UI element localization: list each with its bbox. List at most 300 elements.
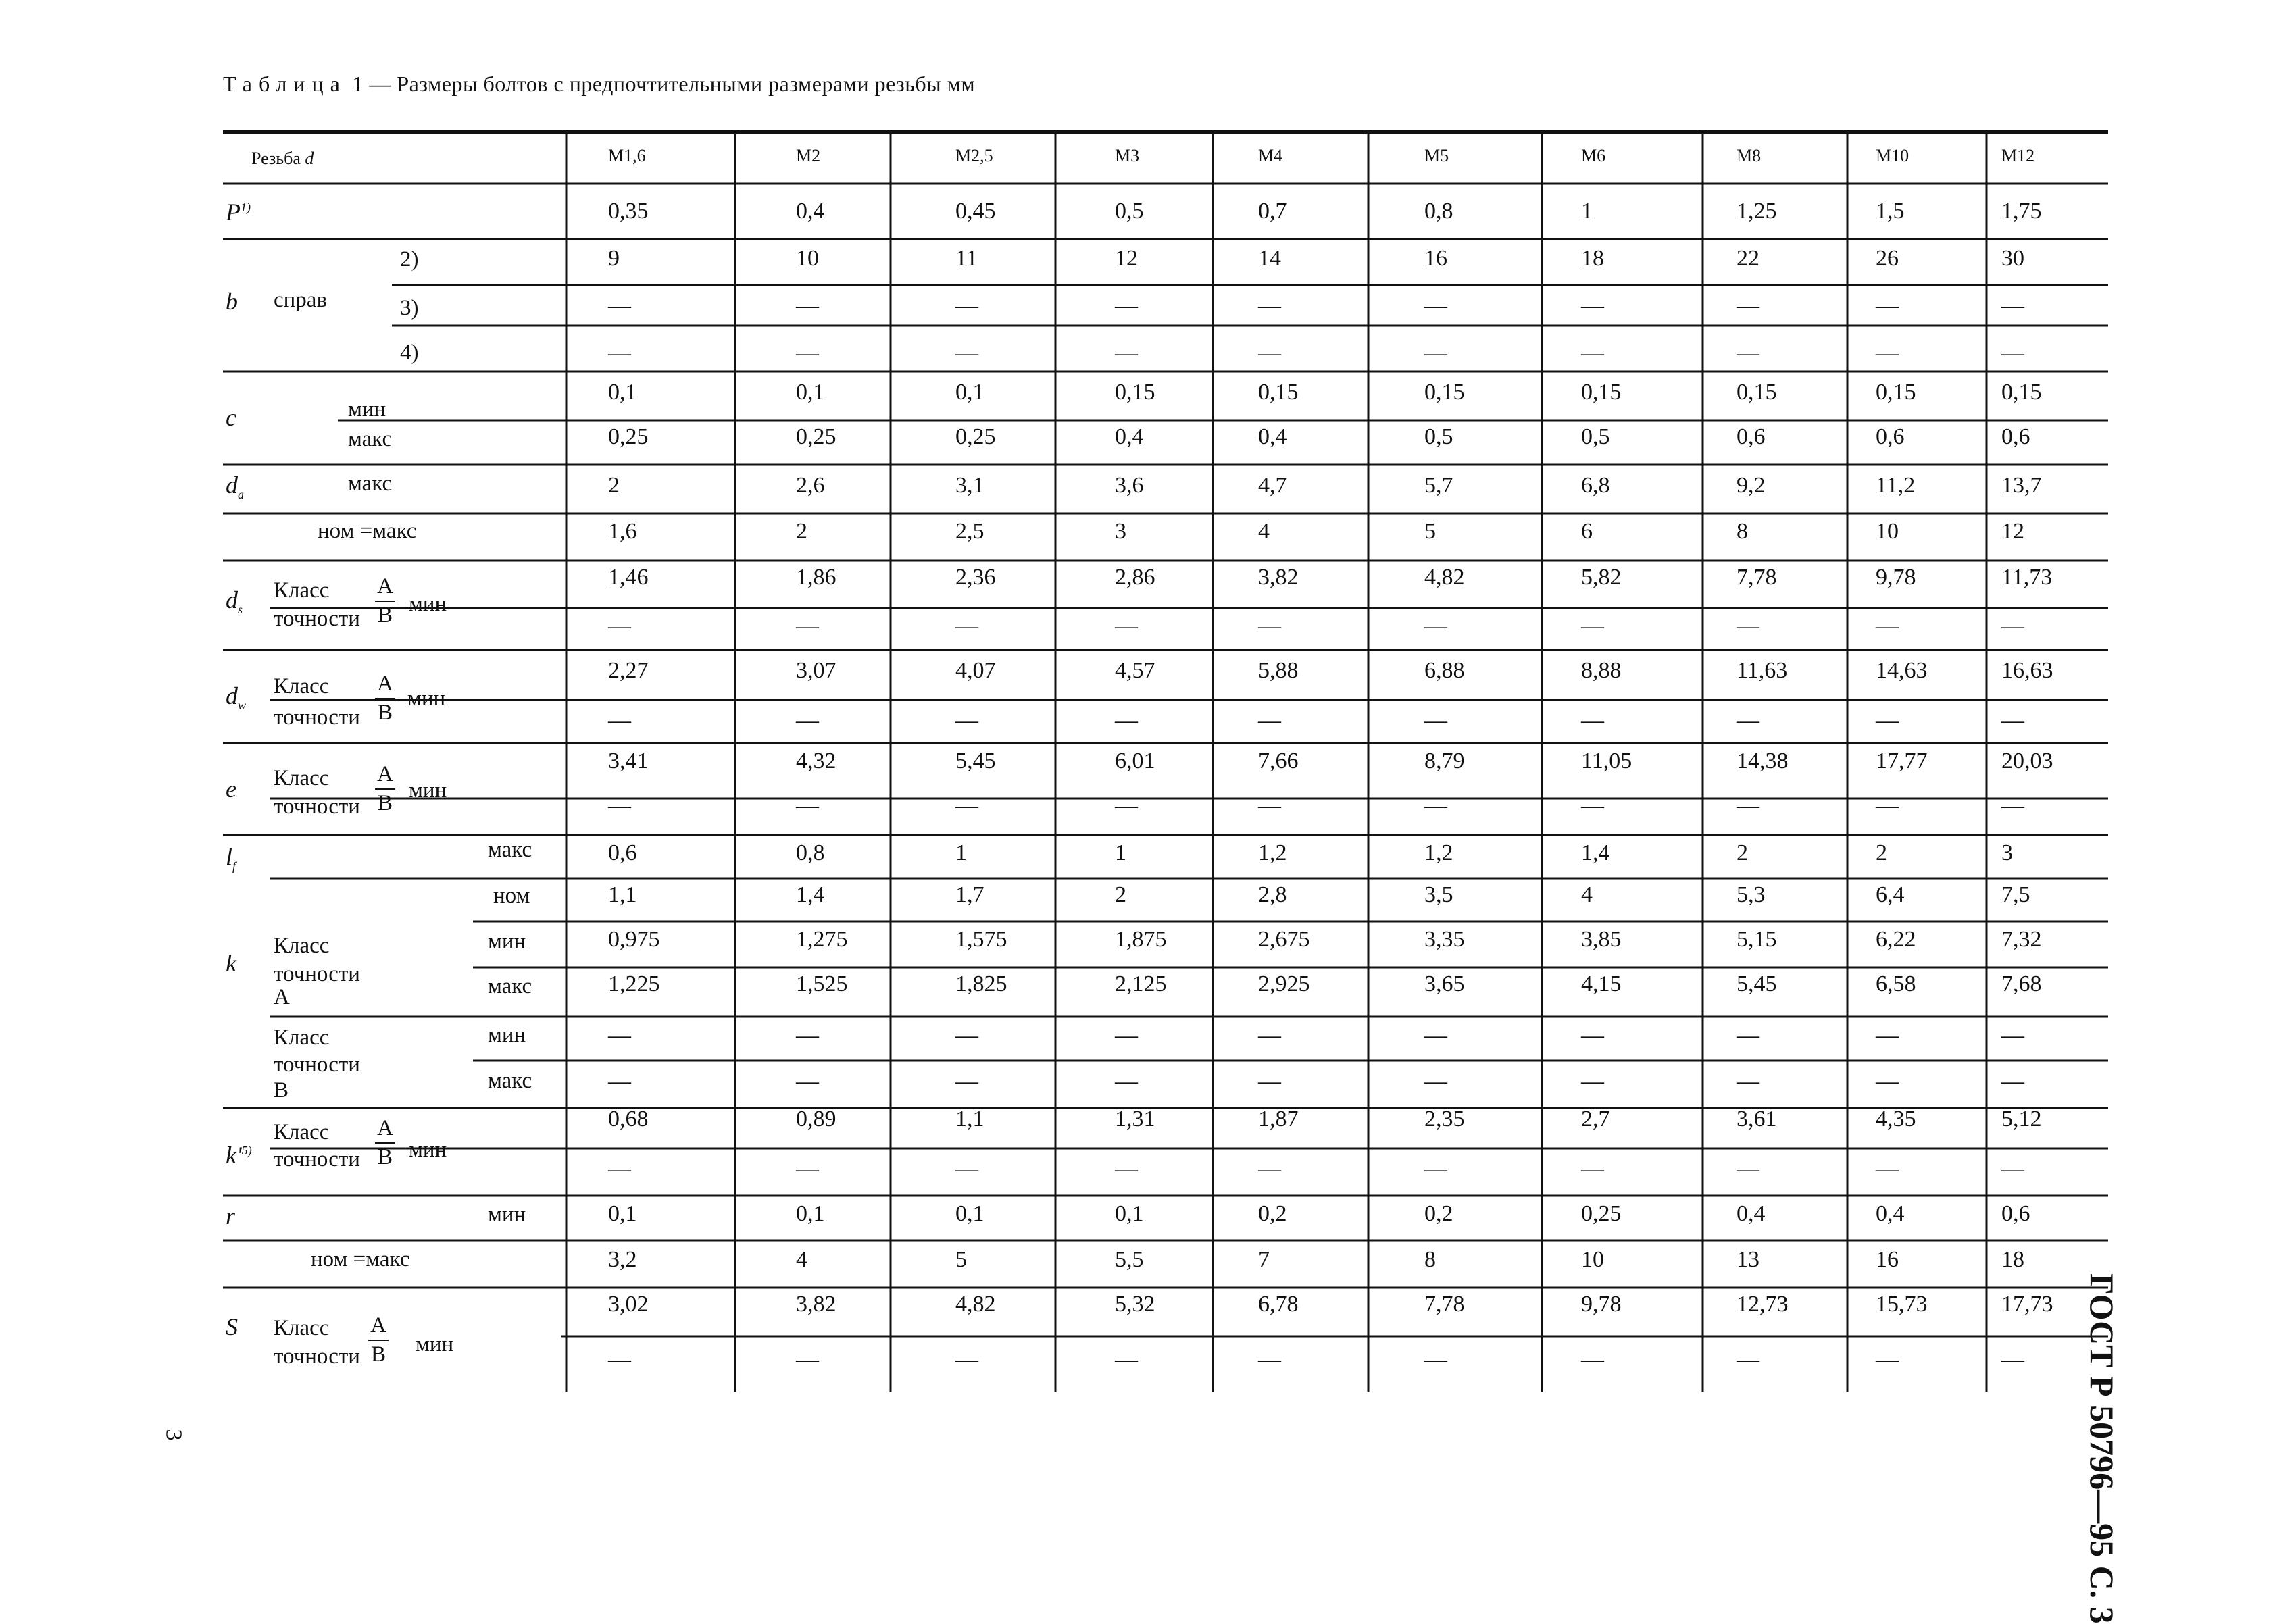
table-cell: 1,75: [2001, 199, 2042, 224]
table-cell: 0,6: [1876, 424, 1905, 449]
table-cell: 1,6: [608, 519, 637, 544]
header-label-text: Резьба: [251, 149, 301, 168]
table-cell: 5,82: [1581, 565, 1622, 590]
table-cell-dash: —: [1424, 340, 1447, 365]
table-cell-dash: —: [1876, 708, 1899, 733]
table-cell-dash: —: [796, 1069, 819, 1094]
table-cell: 0,89: [796, 1107, 836, 1132]
table-cell: 0,25: [608, 424, 649, 449]
table-cell-dash: —: [796, 293, 819, 318]
label-c-min: мин: [348, 397, 386, 422]
kp-footnote: 5): [241, 1144, 252, 1157]
table-cell: 0,4: [796, 199, 825, 224]
table-cell: 1,5: [1876, 199, 1905, 224]
table-cell-dash: —: [1876, 1157, 1899, 1182]
table-cell-dash: —: [1115, 793, 1138, 818]
label-r: r: [226, 1202, 236, 1229]
table-cell: 3,61: [1737, 1107, 1777, 1132]
table-cell: 9,78: [1581, 1292, 1622, 1317]
table-cell-dash: —: [1737, 1347, 1759, 1372]
caption-number: 1: [352, 72, 364, 96]
kp-min: мин: [409, 1138, 447, 1162]
label-b: b: [226, 288, 238, 315]
table-cell-dash: —: [955, 1023, 978, 1048]
ds-class-fraction: [375, 576, 395, 627]
header-symbol: d: [305, 149, 314, 168]
table-cell: 1,2: [1258, 840, 1287, 865]
table-cell-dash: —: [1115, 708, 1138, 733]
table-cell: 0,6: [2001, 424, 2030, 449]
table-cell: 0,15: [2001, 380, 2042, 405]
table-cell: 10: [1581, 1247, 1604, 1272]
table-cell-dash: —: [608, 708, 631, 733]
kA-class: А: [274, 985, 290, 1009]
kp-class-a: А: [377, 1116, 393, 1140]
caption-unit: мм: [947, 72, 976, 96]
ds-klass: Класс: [274, 578, 330, 603]
table-cell-dash: —: [608, 340, 631, 365]
table-cell-dash: —: [2001, 1069, 2024, 1094]
table-cell: 0,15: [1876, 380, 1916, 405]
table-cell: 1,1: [608, 882, 637, 907]
table-cell: 0,975: [608, 927, 660, 952]
label-e: e: [226, 776, 236, 803]
header-size: М2: [796, 146, 821, 166]
label-da-max: макс: [348, 472, 393, 496]
kB-tochnosti: точности: [274, 1052, 360, 1077]
table-cell-dash: —: [955, 1157, 978, 1182]
table-cell-dash: —: [1258, 1347, 1281, 1372]
table-cell: 0,15: [1581, 380, 1622, 405]
table-cell: 4,35: [1876, 1107, 1916, 1132]
lf-symbol: l: [226, 843, 233, 870]
table-cell: 0,5: [1424, 424, 1453, 449]
table-cell: 10: [796, 246, 819, 271]
table-cell-dash: —: [608, 293, 631, 318]
s-class-b: В: [370, 1342, 386, 1367]
table-cell: 3,41: [608, 748, 649, 773]
header-size: М8: [1737, 146, 1762, 166]
table-cell: 3,85: [1581, 927, 1622, 952]
table-cell: 7: [1258, 1247, 1270, 1272]
table-cell: 7,78: [1737, 565, 1777, 590]
table-cell-dash: —: [1737, 1157, 1759, 1182]
table-cell: 22: [1737, 246, 1759, 271]
table-cell-dash: —: [1258, 793, 1281, 818]
table-cell: 1,7: [955, 882, 984, 907]
table-cell: 11,2: [1876, 473, 1916, 498]
e-min: мин: [409, 778, 447, 803]
table-cell-dash: —: [2001, 793, 2024, 818]
table-cell-dash: —: [1115, 340, 1138, 365]
table-cell-dash: —: [1737, 340, 1759, 365]
e-tochnosti: точности: [274, 794, 360, 819]
table-cell: 0,35: [608, 199, 649, 224]
ds-symbol: d: [226, 586, 238, 613]
header-size: М5: [1424, 146, 1449, 166]
table-cell-dash: —: [2001, 708, 2024, 733]
table-cell: 14: [1258, 246, 1281, 271]
table-cell: 18: [1581, 246, 1604, 271]
dw-class-fraction: [375, 673, 395, 724]
table-cell: 0,8: [1424, 199, 1453, 224]
header-size: М1,6: [608, 146, 646, 166]
table-cell: 8,88: [1581, 658, 1622, 683]
table-cell-dash: —: [955, 708, 978, 733]
kA-max: макс: [488, 974, 532, 998]
s-class-a: А: [370, 1313, 386, 1338]
table-cell: 3,35: [1424, 927, 1465, 952]
kp-class-fraction: [375, 1117, 395, 1169]
label-lf: [226, 844, 236, 872]
table-cell: 11,05: [1581, 748, 1632, 773]
table-cell: 2: [796, 519, 807, 544]
table-cell: 2,5: [955, 519, 984, 544]
table-cell: 1,875: [1115, 927, 1167, 952]
table-cell-dash: —: [1115, 1069, 1138, 1094]
table-cell: 1,4: [1581, 840, 1610, 865]
kp-symbol: k': [226, 1142, 242, 1169]
ds-tochnosti: точности: [274, 607, 360, 631]
table-cell: 2,27: [608, 658, 649, 683]
table-cell: 0,45: [955, 199, 996, 224]
table-cell: 8: [1737, 519, 1748, 544]
fraction-bar: [375, 698, 395, 699]
table-cell-dash: —: [608, 1347, 631, 1372]
table-cell: 2,675: [1258, 927, 1310, 952]
table-cell: 4,7: [1258, 473, 1287, 498]
table-cell-dash: —: [1258, 1069, 1281, 1094]
table-cell-dash: —: [1876, 1023, 1899, 1048]
r-min: мин: [488, 1202, 526, 1227]
table-cell: 14,38: [1737, 748, 1789, 773]
header-size: М4: [1258, 146, 1283, 166]
table-cell-dash: —: [796, 793, 819, 818]
table-cell-dash: —: [608, 793, 631, 818]
table-cell-dash: —: [1876, 1347, 1899, 1372]
table-cell: 1,31: [1115, 1107, 1155, 1132]
table-cell: 4,32: [796, 748, 836, 773]
table-cell-dash: —: [796, 1157, 819, 1182]
table-cell: 0,6: [2001, 1201, 2030, 1226]
e-class-a: А: [377, 762, 393, 786]
kA-klass: Класс: [274, 934, 330, 958]
kp-klass: Класс: [274, 1120, 330, 1144]
table-cell: 1,225: [608, 971, 660, 996]
table-cell: 2,925: [1258, 971, 1310, 996]
kA-tochnosti: точности: [274, 962, 360, 986]
table-cell: 0,25: [955, 424, 996, 449]
fraction-bar: [368, 1340, 389, 1341]
ds-subscript: s: [238, 603, 243, 617]
table-cell-dash: —: [2001, 293, 2024, 318]
label-ds-nom-max: ном =макс: [318, 519, 417, 543]
table-cell-dash: —: [1258, 293, 1281, 318]
table-cell: 0,1: [955, 380, 984, 405]
s-klass: Класс: [274, 1316, 330, 1340]
k-nom: ном: [493, 884, 530, 908]
dw-min: мин: [407, 686, 446, 711]
table-cell-dash: —: [608, 613, 631, 638]
table-cell: 5,7: [1424, 473, 1453, 498]
table-cell: 17,77: [1876, 748, 1928, 773]
label-b4: 4): [400, 340, 419, 365]
table-cell-dash: —: [1581, 1069, 1604, 1094]
table-cell: 7,32: [2001, 927, 2042, 952]
table-cell: 0,4: [1258, 424, 1287, 449]
kp-tochnosti: точности: [274, 1147, 360, 1171]
e-class-b: В: [377, 791, 393, 815]
table-cell-dash: —: [1424, 1347, 1447, 1372]
kB-min: мин: [488, 1023, 526, 1047]
caption-prefix: Таблица: [223, 72, 347, 96]
table-cell: 18: [2001, 1247, 2024, 1272]
table-cell-dash: —: [1581, 1023, 1604, 1048]
table-cell: 2: [608, 473, 620, 498]
table-cell-dash: —: [1581, 1157, 1604, 1182]
table-cell-dash: —: [1737, 613, 1759, 638]
table-cell: 1,1: [955, 1107, 984, 1132]
table-cell-dash: —: [796, 1347, 819, 1372]
table-cell-dash: —: [1876, 340, 1899, 365]
table-cell-dash: —: [1115, 1157, 1138, 1182]
table-cell: 0,2: [1424, 1201, 1453, 1226]
table-cell: 8,79: [1424, 748, 1465, 773]
label-b2: 2): [400, 247, 419, 272]
table-cell: 3: [1115, 519, 1126, 544]
table-cell: 16: [1876, 1247, 1899, 1272]
table-cell-dash: —: [1737, 1023, 1759, 1048]
table-cell: 10: [1876, 519, 1899, 544]
s-class-fraction: [368, 1315, 389, 1366]
table-cell: 0,15: [1258, 380, 1299, 405]
table-cell: 4: [1581, 882, 1593, 907]
table-cell-dash: —: [1876, 293, 1899, 318]
ds-class-a: А: [377, 574, 393, 599]
fraction-bar: [375, 788, 395, 790]
dw-class-b: В: [377, 701, 393, 725]
label-ds: [226, 588, 243, 615]
label-b3: 3): [400, 296, 419, 320]
table-cell: 0,1: [796, 1201, 825, 1226]
table-cell-dash: —: [1581, 793, 1604, 818]
table-cell: 5,15: [1737, 927, 1777, 952]
table-cell-dash: —: [796, 613, 819, 638]
da-symbol: d: [226, 472, 238, 499]
table-cell-dash: —: [1424, 1157, 1447, 1182]
fraction-bar: [375, 1142, 395, 1144]
table-cell-dash: —: [1115, 1023, 1138, 1048]
p-symbol: P: [226, 199, 241, 226]
table-cell: 0,1: [608, 380, 637, 405]
table-cell-dash: —: [1424, 708, 1447, 733]
header-size: М2,5: [955, 146, 993, 166]
table-cell: 1,275: [796, 927, 848, 952]
table-cell: 2,7: [1581, 1107, 1610, 1132]
table-cell: 11,63: [1737, 658, 1788, 683]
label-k: k: [226, 950, 236, 977]
table-cell: 2,6: [796, 473, 825, 498]
table-cell: 0,1: [955, 1201, 984, 1226]
table-cell-dash: —: [955, 1069, 978, 1094]
table-cell: 1,86: [796, 565, 836, 590]
table-cell-dash: —: [1876, 793, 1899, 818]
dw-class-a: А: [377, 671, 393, 696]
table-cell: 6,58: [1876, 971, 1916, 996]
table-cell: 9,78: [1876, 565, 1916, 590]
table-cell: 5,5: [1115, 1247, 1144, 1272]
table-cell: 7,66: [1258, 748, 1299, 773]
table-cell: 1,87: [1258, 1107, 1299, 1132]
table-cell: 9: [608, 246, 620, 271]
table-cell-dash: —: [1115, 1347, 1138, 1372]
table-cell-dash: —: [955, 340, 978, 365]
table-cell: 0,1: [1115, 1201, 1144, 1226]
table-cell: 3,07: [796, 658, 836, 683]
table-cell: 3,82: [1258, 565, 1299, 590]
table-cell: 6,78: [1258, 1292, 1299, 1317]
table-cell-dash: —: [955, 613, 978, 638]
table-cell-dash: —: [796, 340, 819, 365]
table-cell-dash: —: [2001, 340, 2024, 365]
table-cell: 1,825: [955, 971, 1007, 996]
table-cell: 6,4: [1876, 882, 1905, 907]
kp-class-b: В: [377, 1145, 393, 1169]
table-cell-dash: —: [608, 1069, 631, 1094]
table-cell: 0,15: [1737, 380, 1777, 405]
table-cell-dash: —: [1876, 613, 1899, 638]
table-cell: 4,82: [1424, 565, 1465, 590]
table-cell: 3,82: [796, 1292, 836, 1317]
table-cell: 6,88: [1424, 658, 1465, 683]
caption-text: — Размеры болтов с предпочтительными размерами резьбы: [369, 72, 942, 96]
table-cell-dash: —: [2001, 1157, 2024, 1182]
table-cell: 7,68: [2001, 971, 2042, 996]
table-cell: 0,4: [1115, 424, 1144, 449]
table-cell-dash: —: [1737, 708, 1759, 733]
table-cell-dash: —: [955, 293, 978, 318]
table-cell-dash: —: [1258, 613, 1281, 638]
table-cell: 0,5: [1581, 424, 1610, 449]
page-number: 3: [161, 1429, 186, 1441]
s-nom-max: ном =макс: [311, 1247, 410, 1271]
table-cell-dash: —: [1581, 293, 1604, 318]
table-cell: 0,15: [1424, 380, 1465, 405]
table-cell-dash: —: [1115, 293, 1138, 318]
table-cell-dash: —: [1737, 793, 1759, 818]
table-cell: 11: [955, 246, 978, 271]
table-cell: 1,46: [608, 565, 649, 590]
table-cell-dash: —: [2001, 1023, 2024, 1048]
p-footnote: 1): [241, 201, 251, 214]
table-cell: 11,73: [2001, 565, 2053, 590]
table-cell: 5,45: [1737, 971, 1777, 996]
header-size: М12: [2001, 146, 2035, 166]
table-cell: 3,65: [1424, 971, 1465, 996]
table-cell: 15,73: [1876, 1292, 1928, 1317]
dw-subscript: w: [238, 699, 247, 713]
table-cell: 13,7: [2001, 473, 2042, 498]
table-cell-dash: —: [1581, 340, 1604, 365]
table-cell: 6,01: [1115, 748, 1155, 773]
table-cell: 17,73: [2001, 1292, 2053, 1317]
label-p: [226, 200, 251, 224]
table-cell: 1,525: [796, 971, 848, 996]
table-cell: 4: [796, 1247, 807, 1272]
fraction-bar: [375, 601, 395, 602]
table-cell-dash: —: [608, 1023, 631, 1048]
table-cell: 0,5: [1115, 199, 1144, 224]
table-cell: 3,02: [608, 1292, 649, 1317]
kB-max: макс: [488, 1069, 532, 1093]
table-cell: 13: [1737, 1247, 1759, 1272]
table-cell: 3,1: [955, 473, 984, 498]
table-cell-dash: —: [1424, 793, 1447, 818]
table-cell: 5,3: [1737, 882, 1766, 907]
table-cell: 12: [2001, 519, 2024, 544]
table-cell: 0,68: [608, 1107, 649, 1132]
table-cell: 20,03: [2001, 748, 2053, 773]
table-cell: 1,4: [796, 882, 825, 907]
table-cell: 30: [2001, 246, 2024, 271]
table-cell: 6,22: [1876, 927, 1916, 952]
dw-symbol: d: [226, 682, 238, 709]
table-cell: 9,2: [1737, 473, 1766, 498]
table-cell-dash: —: [1424, 1023, 1447, 1048]
table-cell: 5: [955, 1247, 967, 1272]
table-cell: 4,57: [1115, 658, 1155, 683]
label-c: c: [226, 404, 236, 431]
table-cell-dash: —: [1737, 1069, 1759, 1094]
table-cell: 3: [2001, 840, 2013, 865]
ds-min: мин: [409, 592, 447, 616]
table-cell-dash: —: [1424, 613, 1447, 638]
table-cell: 0,1: [796, 380, 825, 405]
label-kp: [226, 1143, 252, 1167]
table-cell-dash: —: [1581, 708, 1604, 733]
table-cell-dash: —: [1581, 613, 1604, 638]
table-cell-dash: —: [796, 708, 819, 733]
label-s: S: [226, 1313, 238, 1340]
table-cell-dash: —: [1258, 340, 1281, 365]
table-cell: 2,125: [1115, 971, 1167, 996]
e-class-fraction: [375, 763, 395, 815]
table-cell-dash: —: [1737, 293, 1759, 318]
table-cell: 3,6: [1115, 473, 1144, 498]
table-cell: 16: [1424, 246, 1447, 271]
table-cell: 6: [1581, 519, 1593, 544]
table-cell: 0,2: [1258, 1201, 1287, 1226]
table-cell: 4,15: [1581, 971, 1622, 996]
label-sprav: справ: [274, 288, 328, 312]
table-cell: 16,63: [2001, 658, 2053, 683]
ds-class-b: В: [377, 603, 393, 628]
table-cell: 0,8: [796, 840, 825, 865]
table-cell-dash: —: [1115, 613, 1138, 638]
table-cell: 12,73: [1737, 1292, 1789, 1317]
kB-class: В: [274, 1078, 289, 1102]
table-cell: 4: [1258, 519, 1270, 544]
table-cell: 2,36: [955, 565, 996, 590]
table-cell: 26: [1876, 246, 1899, 271]
table-cell-dash: —: [1258, 708, 1281, 733]
table-cell: 2,8: [1258, 882, 1287, 907]
table-cell-dash: —: [1258, 1023, 1281, 1048]
table-cell: 2,35: [1424, 1107, 1465, 1132]
table-cell-dash: —: [2001, 613, 2024, 638]
table-cell-dash: —: [1876, 1069, 1899, 1094]
table-cell-dash: —: [1581, 1347, 1604, 1372]
